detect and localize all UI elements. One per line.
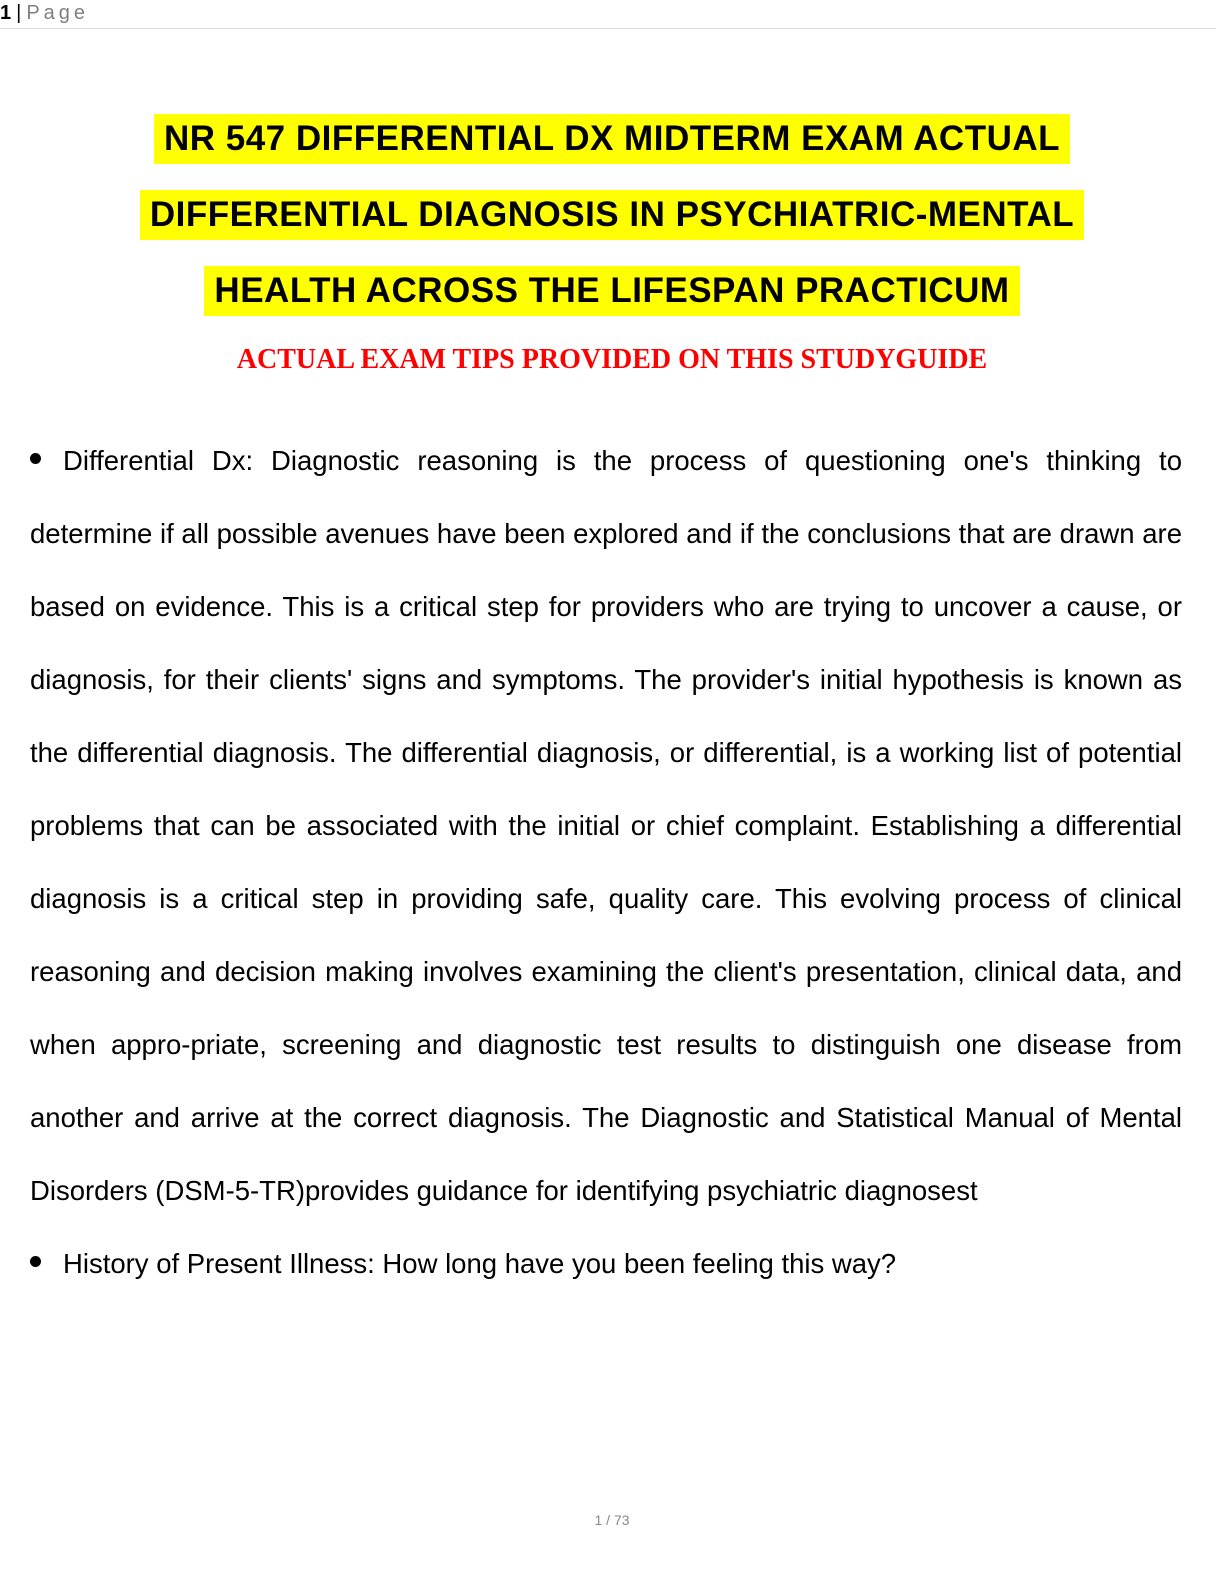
bullet-icon [30, 453, 41, 464]
title-line-2-text: DIFFERENTIAL DIAGNOSIS IN PSYCHIATRIC-MENTAL [140, 190, 1084, 240]
bullet-text: History of Present Illness: How long have you been feeling this way? [63, 1248, 897, 1279]
document-body [30, 424, 1182, 1300]
page-indicator: 1 / 73 [594, 1512, 630, 1528]
title-line-1-text: NR 547 DIFFERENTIAL DX MIDTERM EXAM ACTUAL [154, 114, 1070, 164]
page-separator: | [16, 2, 23, 24]
title-line-3 [0, 266, 1224, 328]
title-line-2 [0, 190, 1224, 252]
page-number: 1 [0, 2, 13, 24]
page-word: Page [26, 2, 90, 24]
page-header [0, 0, 1216, 29]
bullet-item [30, 424, 1182, 1227]
title-line-3-text: HEALTH ACROSS THE LIFESPAN PRACTICUM [204, 266, 1019, 316]
bullet-text: Differential Dx: Diagnostic reasoning is the process of questioning one's thinking to determine if all possible avenues have been explored and if the conclusions that are drawn are based on evidence. This is a critical step for providers who are trying to uncover a cause, or diagnosis, for their clients' signs and symptoms. The provider's initial hypothesis is known as the differential diagnosis. The differential diagnosis, or differential, is a working list of potential problems that can be associated with the initial or chief complaint. Establishing a differential diagnosis is a critical step in providing safe, quality care. This evolving process of clinical reasoning and decision making involves examining the client's presentation, clinical data, and when appro-priate, screening and diagnostic test results to distinguish one disease from another and arrive at the correct diagnosis. The Diagnostic and Statistical Manual of Mental Disorders (DSM-5-TR)provides guidance for identifying psychiatric diagnosest [30, 445, 1182, 1206]
document-subtitle: ACTUAL EXAM TIPS PROVIDED ON THIS STUDYGUIDE [236, 344, 988, 375]
title-line-1 [0, 114, 1224, 176]
document-title [0, 114, 1224, 342]
bullet-item [30, 1227, 1182, 1300]
bullet-icon [30, 1256, 41, 1267]
